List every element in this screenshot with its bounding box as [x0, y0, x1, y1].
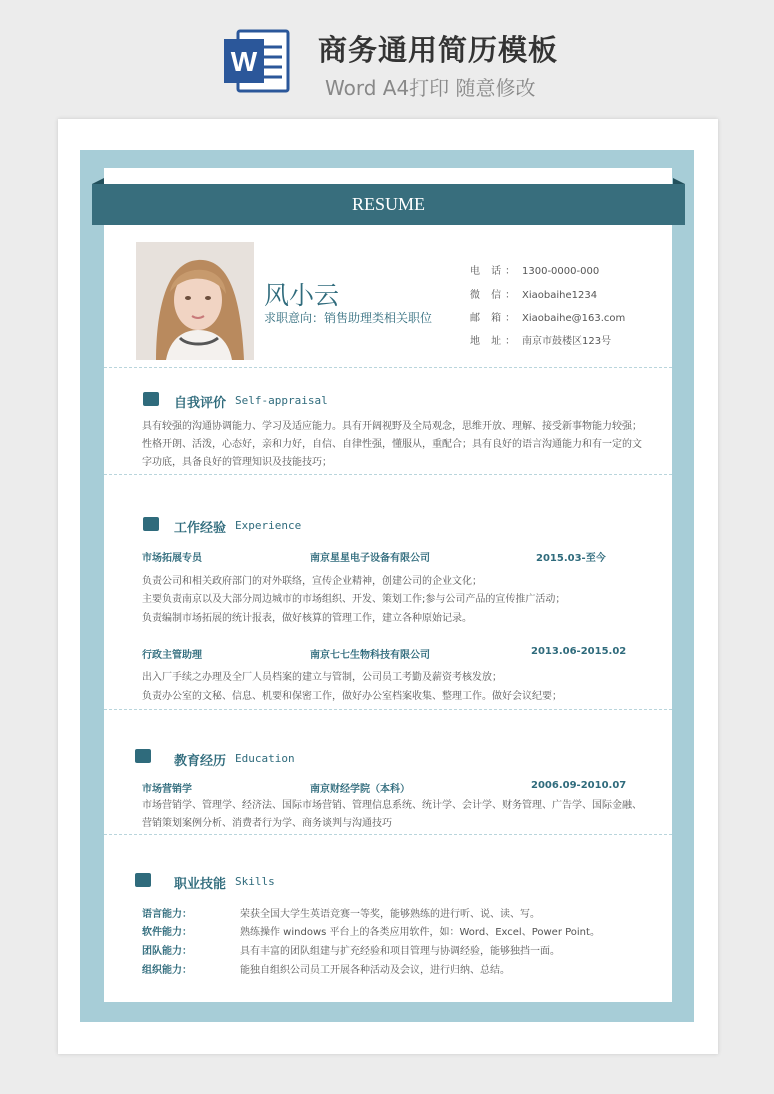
skill-value: 能独自组织公司员工开展各种活动及会议，进行归纳、总结。: [240, 965, 510, 976]
skill-label: 语言能力：: [142, 909, 192, 920]
job-period: 2013.06-2015.02: [531, 646, 627, 657]
divider: [104, 709, 672, 710]
section-title-self: 自我评价: [174, 396, 227, 411]
divider: [104, 367, 672, 368]
book-icon: [135, 873, 151, 887]
resume-ribbon: RESUME: [92, 184, 685, 225]
section-en-self: Self-appraisal: [235, 394, 328, 407]
skill-value: 熟练操作 windows 平台上的各类应用软件，如：Word、Excel、Power Point。: [240, 927, 600, 938]
section-title-work: 工作经验: [174, 521, 227, 536]
job-period: 2015.03-至今: [536, 553, 606, 564]
profile-photo: [136, 242, 254, 360]
svg-text:W: W: [230, 46, 258, 77]
edu-school: 南京财经学院（本科）: [310, 784, 410, 795]
portrait-image: [136, 242, 254, 360]
contact-wechat: 微 信： Xiaobaihe1234: [470, 290, 598, 301]
job-company: 南京星星电子设备有限公司: [310, 553, 430, 564]
job-duty: 负责编制市场拓展的统计报表，做好核算的管理工作，建立各种原始记录。: [142, 613, 472, 624]
divider: [104, 474, 672, 475]
section-en-edu: Education: [235, 752, 295, 765]
skill-value: 荣获全国大学生英语竞赛一等奖，能够熟练的进行听、说、读、写。: [240, 909, 540, 920]
contact-phone: 电 话： 1300-0000-000: [470, 266, 600, 277]
graduation-cap-icon: [135, 749, 151, 763]
edu-period: 2006.09-2010.07: [531, 780, 627, 791]
section-en-skills: Skills: [235, 875, 275, 888]
self-appraisal-text: 具有较强的沟通协调能力、学习及适应能力。具有开阔视野及全局观念，思维开放、理解、接受新事物能力较强； 性格开朗、活泼，心态好，亲和力好，自信、自律性强，懂服从，重配合；具有良好的语言沟通能力和有一定的文字功底，具备良好的管理知识及技能技巧；: [142, 421, 642, 468]
page-title: 商务通用简历模板: [318, 33, 559, 67]
job-role: 市场拓展专员: [142, 553, 202, 564]
divider: [104, 834, 672, 835]
section-en-work: Experience: [235, 519, 302, 532]
skill-label: 组织能力：: [142, 965, 192, 976]
edu-major: 市场营销学: [142, 784, 192, 795]
job-duty: 负责公司和相关政府部门的对外联络，宣传企业精神，创建公司的企业文化；: [142, 576, 482, 587]
contact-address: 地 址： 南京市鼓楼区123号: [470, 336, 612, 347]
job-role: 行政主管助理: [142, 650, 202, 661]
job-duty: 出入厂手续之办理及全厂人员档案的建立与管制，公司员工考勤及薪资考核发放；: [142, 672, 502, 683]
job-company: 南京七七生物科技有限公司: [310, 650, 430, 661]
candidate-name: 风小云: [264, 281, 340, 310]
edu-courses: 市场营销学、管理学、经济法、国际市场营销、管理信息系统、统计学、会计学、财务管理、广告学、国际金融、营销策划案例分析、消费者行为学、商务谈判与沟通技巧: [142, 800, 642, 829]
page-subtitle: Word A4打印 随意修改: [325, 76, 536, 100]
word-icon: [222, 25, 294, 97]
job-duty: 主要负责南京以及大部分周边城市的市场组织、开发、策划工作;参与公司产品的宣传推广活动；: [142, 594, 566, 605]
template-header: [0, 0, 774, 110]
contact-email: 邮 箱： Xiaobaihe@163.com: [470, 313, 626, 324]
skill-label: 团队能力：: [142, 946, 192, 957]
skill-label: 软件能力：: [142, 927, 192, 938]
section-title-edu: 教育经历: [174, 754, 227, 769]
job-duty: 负责办公室的文秘、信息、机要和保密工作，做好办公室档案收集、整理工作。做好会议纪要；: [142, 691, 562, 702]
chat-icon: [143, 392, 159, 406]
job-intent: 求职意向：销售助理类相关职位: [264, 311, 433, 325]
skill-value: 具有丰富的团队组建与扩充经验和项目管理与协调经验，能够独挡一面。: [240, 946, 560, 957]
briefcase-icon: [143, 517, 159, 531]
section-title-skills: 职业技能: [174, 877, 227, 892]
